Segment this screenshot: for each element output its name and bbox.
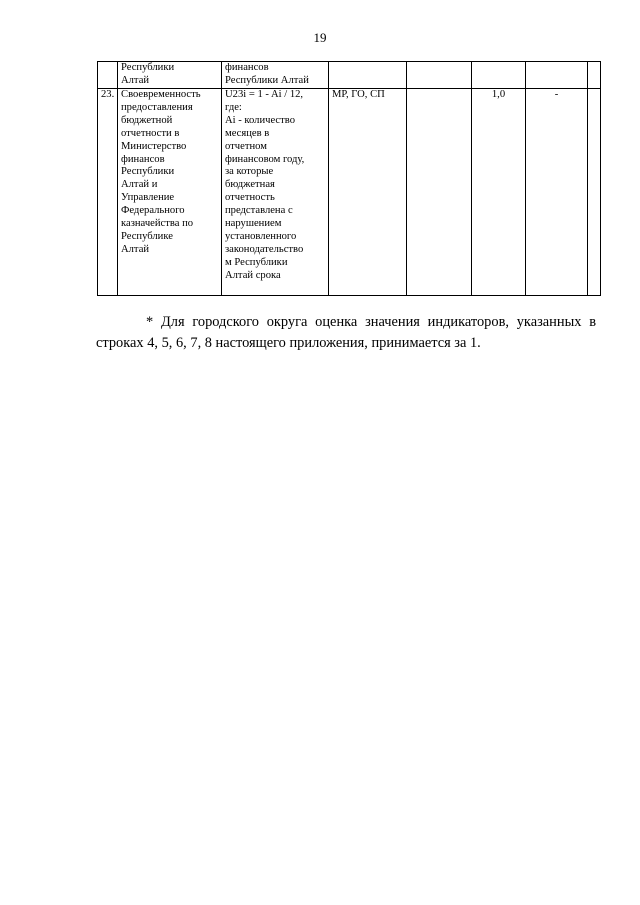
col5-cell — [407, 62, 472, 89]
col8-cell — [588, 62, 601, 89]
table-row-23 — [98, 89, 601, 296]
formula-cell: U23i = 1 - Ai / 12, где: Ai - количество месяцев в отчетном финансовом году, за которые бюджетная отчетность представлена с нарушением установленного законодательство м Республики Алтай срока — [222, 89, 329, 296]
weight-cell: 1,0 — [472, 89, 526, 296]
footnote — [96, 312, 596, 354]
col7-cell: - — [526, 89, 588, 296]
formula-cell: финансов Республики Алтай — [222, 62, 329, 89]
col8-cell — [588, 89, 601, 296]
footnote-line-2: строках 4, 5, 6, 7, 8 настоящего приложения, принимается за 1. — [96, 335, 481, 351]
footnote-line-1: * Для городского округа оценка значения индикаторов, указанных в — [146, 314, 596, 330]
scope-cell — [329, 62, 407, 89]
page-number: 19 — [313, 30, 327, 45]
row-number-cell: 23. — [98, 89, 118, 296]
indicators-table — [97, 61, 601, 296]
indicator-name-cell: Своевременность предоставления бюджетной отчетности в Министерство финансов Республики Алтай и Управление Федерального казначейства по Республике Алтай — [118, 89, 222, 296]
indicator-name-cell: Республики Алтай — [118, 62, 222, 89]
row-number-cell — [98, 62, 118, 89]
col7-cell — [526, 62, 588, 89]
table-row-continued — [98, 62, 601, 89]
scope-cell: МР, ГО, СП — [329, 89, 407, 296]
col5-cell — [407, 89, 472, 296]
weight-cell — [472, 62, 526, 89]
